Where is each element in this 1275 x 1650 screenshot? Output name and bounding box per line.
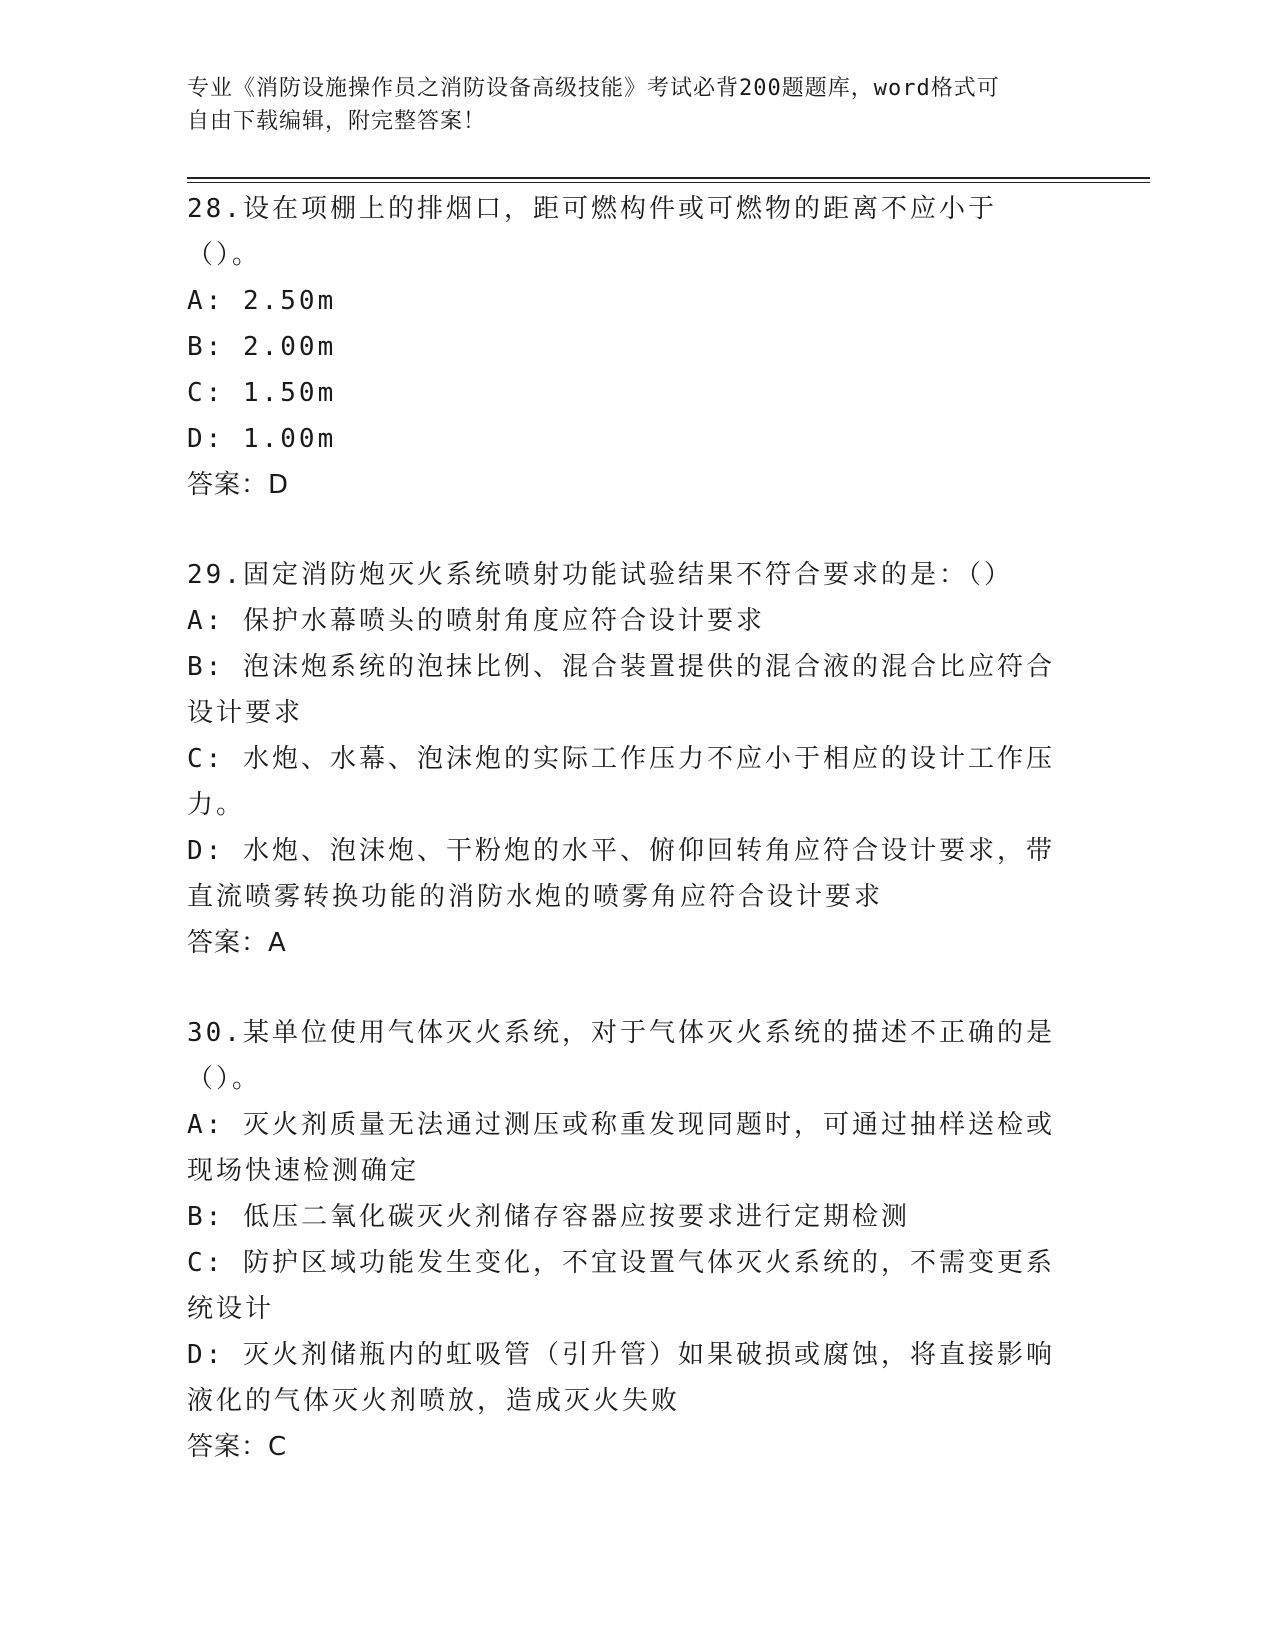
option-c: C: 1.50m bbox=[187, 378, 337, 408]
option-a: A: 2.50m bbox=[187, 286, 337, 316]
answer-label: 答案：A bbox=[187, 928, 287, 958]
question-stem: 30.某单位使用气体灭火系统，对于气体灭火系统的描述不正确的是（）。 bbox=[187, 1018, 1055, 1094]
question-29 bbox=[187, 552, 1067, 966]
question-30 bbox=[187, 1010, 1067, 1470]
answer-label: 答案：D bbox=[187, 470, 290, 500]
header-divider-thick bbox=[187, 177, 1150, 179]
header-line-2: 自由下载编辑，附完整答案！ bbox=[187, 109, 487, 134]
option-c: C: 水炮、水幕、泡沫炮的实际工作压力不应小于相应的设计工作压力。 bbox=[187, 744, 1055, 820]
option-b: B: 2.00m bbox=[187, 332, 337, 362]
option-b: B: 低压二氧化碳灭火剂储存容器应按要求进行定期检测 bbox=[187, 1202, 910, 1232]
option-d: D: 1.00m bbox=[187, 424, 337, 454]
question-stem: 29.固定消防炮灭火系统喷射功能试验结果不符合要求的是：（） bbox=[187, 560, 1013, 590]
document-header bbox=[187, 72, 1067, 138]
option-a: A: 灭火剂质量无法通过测压或称重发现同题时，可通过抽样送检或现场快速检测确定 bbox=[187, 1110, 1055, 1186]
option-c: C: 防护区域功能发生变化，不宜设置气体灭火系统的，不需变更系统设计 bbox=[187, 1248, 1055, 1324]
header-divider-thin bbox=[187, 182, 1150, 183]
option-b: B: 泡沫炮系统的泡抹比例、混合装置提供的混合液的混合比应符合设计要求 bbox=[187, 652, 1055, 728]
option-d: D: 灭火剂储瓶内的虹吸管（引升管）如果破损或腐蚀，将直接影响液化的气体灭火剂喷放，造成灭火失败 bbox=[187, 1340, 1055, 1416]
question-list bbox=[187, 186, 1067, 1514]
question-stem: 28.设在项棚上的排烟口，距可燃构件或可燃物的距离不应小于（）。 bbox=[187, 194, 997, 270]
answer-label: 答案：C bbox=[187, 1432, 288, 1462]
header-line-1: 专业《消防设施操作员之消防设备高级技能》考试必背200题题库，word格式可 bbox=[187, 76, 1000, 101]
question-28 bbox=[187, 186, 1067, 508]
option-a: A: 保护水幕喷头的喷射角度应符合设计要求 bbox=[187, 606, 765, 636]
option-d: D: 水炮、泡沫炮、干粉炮的水平、俯仰回转角应符合设计要求，带直流喷雾转换功能的消防水炮的喷雾角应符合设计要求 bbox=[187, 836, 1055, 912]
